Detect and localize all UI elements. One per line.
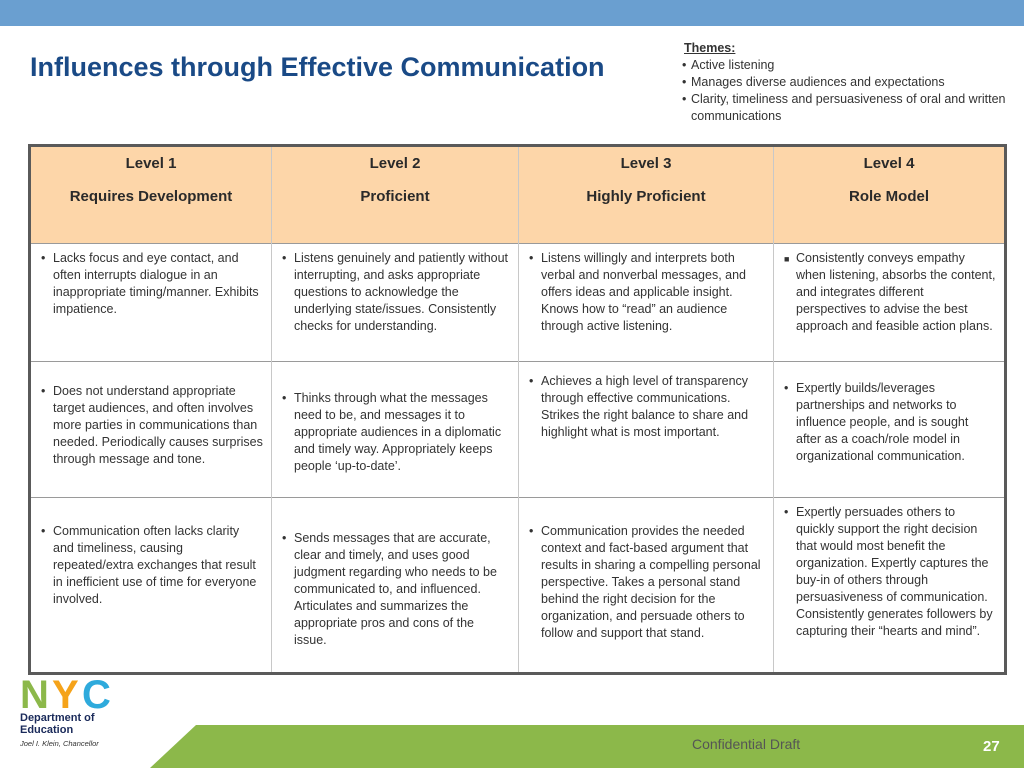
themes-heading: Themes: — [684, 41, 736, 55]
table-cell: • Sends messages that are accurate, clear and timely, and uses good judgment regarding who needs to be communicated to, and influenced. Articulates and summarizes the appropriate pros and cons of the issue. — [272, 498, 519, 674]
table-cell: • Communication provides the needed context and fact-based argument that results in sharing a compelling personal perspective. Takes a personal stand behind the right decision for the organization, and persuade others to follow and support that stand. — [519, 498, 774, 674]
table-cell: ■ Consistently conveys empathy when listening, absorbs the content, and integrates different perspectives to advise the best approach and feasible action plans. — [774, 244, 1006, 362]
theme-text: Clarity, timeliness and persuasiveness of oral and written communications — [691, 92, 1006, 123]
table-cell: • Does not understand appropriate target audiences, and often involves more parties in communications than needed. Periodically causes surprises through message and tone. — [30, 362, 272, 498]
nyc-logo-y: Y — [52, 675, 79, 717]
theme-text: Active listening — [691, 58, 775, 72]
chancellor-name: Joel I. Klein, Chancellor — [20, 739, 99, 748]
header-level-4: Level 4 Role Model — [774, 146, 1006, 244]
table-cell: • Expertly builds/leverages partnerships and networks to influence people, and is sought after as a coach/role model in organizational communication. — [774, 362, 1006, 498]
theme-item: • Clarity, timeliness and persuasiveness of oral and written communications — [682, 92, 1006, 123]
slide-title: Influences through Effective Communication — [30, 52, 605, 82]
table-cell: • Communication often lacks clarity and timeliness, causing repeated/extra exchanges that result in inefficient use of time for everyone involved. — [30, 498, 272, 674]
header-level-1: Level 1 Requires Development — [30, 146, 272, 244]
table-row — [30, 498, 1006, 674]
theme-item: • Active listening — [682, 58, 775, 72]
top-banner — [0, 0, 1024, 26]
confidential-label: Confidential Draft — [692, 736, 801, 752]
header-level-3: Level 3 Highly Proficient — [519, 146, 774, 244]
table-cell: • Listens genuinely and patiently without interrupting, and asks appropriate questions to acknowledge the underlying state/issues. Consistently checks for understanding. — [272, 244, 519, 362]
page-number: 27 — [983, 738, 1000, 755]
header-level-2: Level 2 Proficient — [272, 146, 519, 244]
table-cell: • Achieves a high level of transparency through effective communications. Strikes the right balance to share and highlight what is most important. — [519, 362, 774, 498]
table-header-row — [30, 146, 1006, 244]
themes-box — [682, 40, 1012, 125]
nyc-logo-n: N — [20, 675, 49, 717]
table-cell: • Lacks focus and eye contact, and often interrupts dialogue in an inappropriate timing/manner. Exhibits impatience. — [30, 244, 272, 362]
theme-item: • Manages diverse audiences and expectations — [682, 75, 945, 89]
table-row — [30, 244, 1006, 362]
table-cell: • Thinks through what the messages need to be, and messages it to appropriate audiences in a diplomatic and timely way. Appropriately keeps people ‘up-to-date’. — [272, 362, 519, 498]
table-cell: • Listens willingly and interprets both verbal and nonverbal messages, and offers ideas and applicable insight. Knows how to “read” an audience through active listening. — [519, 244, 774, 362]
department-name: Department of Education — [20, 712, 95, 736]
nyc-logo-c: C — [82, 675, 111, 717]
table-row — [30, 362, 1006, 498]
table-cell: • Expertly persuades others to quickly support the right decision that would most benefit the organization. Expertly captures the buy-in of others through persuasiveness of communication. Consistently generates followers by capturing their “hearts and mind”. — [774, 498, 1006, 674]
competency-table — [28, 144, 1007, 675]
footer-diagonal — [150, 725, 196, 768]
theme-text: Manages diverse audiences and expectations — [691, 75, 945, 89]
